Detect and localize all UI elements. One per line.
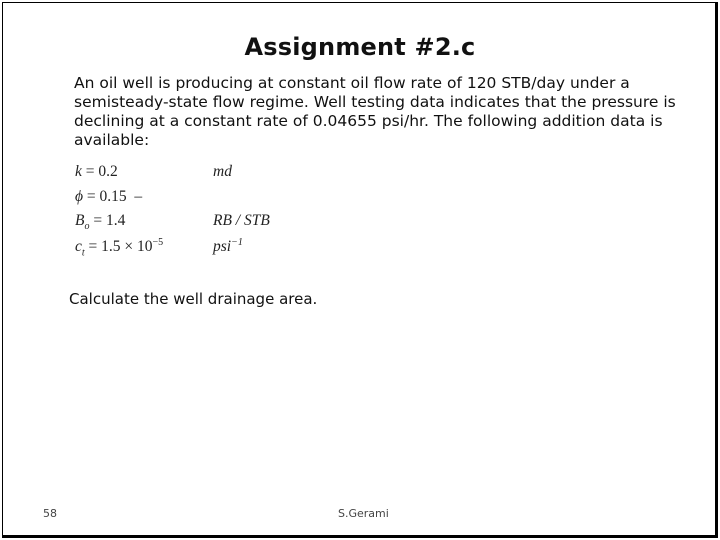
variable-value: = 0.15 (83, 187, 127, 205)
variable-subscript: o (84, 221, 90, 233)
variable-symbol: c (75, 237, 82, 255)
variable-value: = 1.4 (89, 212, 126, 229)
variable-symbol: B (75, 212, 85, 229)
problem-line: semisteady-state flow regime. Well testing data indicates that the pressure is (74, 93, 676, 111)
variable-subscript: t (81, 246, 85, 258)
problem-line: declining at a constant rate of 0.04655 psi/hr. The following addition data is (74, 112, 663, 130)
question-text: Calculate the well drainage area. (69, 290, 318, 308)
page-number: 58 (43, 507, 57, 520)
slide-title: Assignment #2.c (244, 33, 476, 61)
problem-line: available: (74, 131, 150, 149)
variable-symbol: ϕ (75, 187, 84, 205)
variable-exponent: −5 (152, 236, 164, 248)
variable-unit: psi (213, 237, 232, 255)
problem-statement (74, 74, 714, 150)
unit-exponent: −1 (231, 236, 243, 248)
variable-unit: md (213, 163, 232, 180)
variable-dash: – (126, 187, 143, 205)
variable-symbol: k (75, 163, 82, 180)
problem-line: An oil well is producing at constant oil flow rate of 120 STB/day under a (74, 74, 630, 92)
variable-unit: RB / STB (213, 212, 270, 229)
author-footer: S.Gerami (338, 507, 389, 520)
variable-value: = 0.2 (81, 163, 118, 180)
variable-value: = 1.5 × 10 (84, 237, 153, 255)
